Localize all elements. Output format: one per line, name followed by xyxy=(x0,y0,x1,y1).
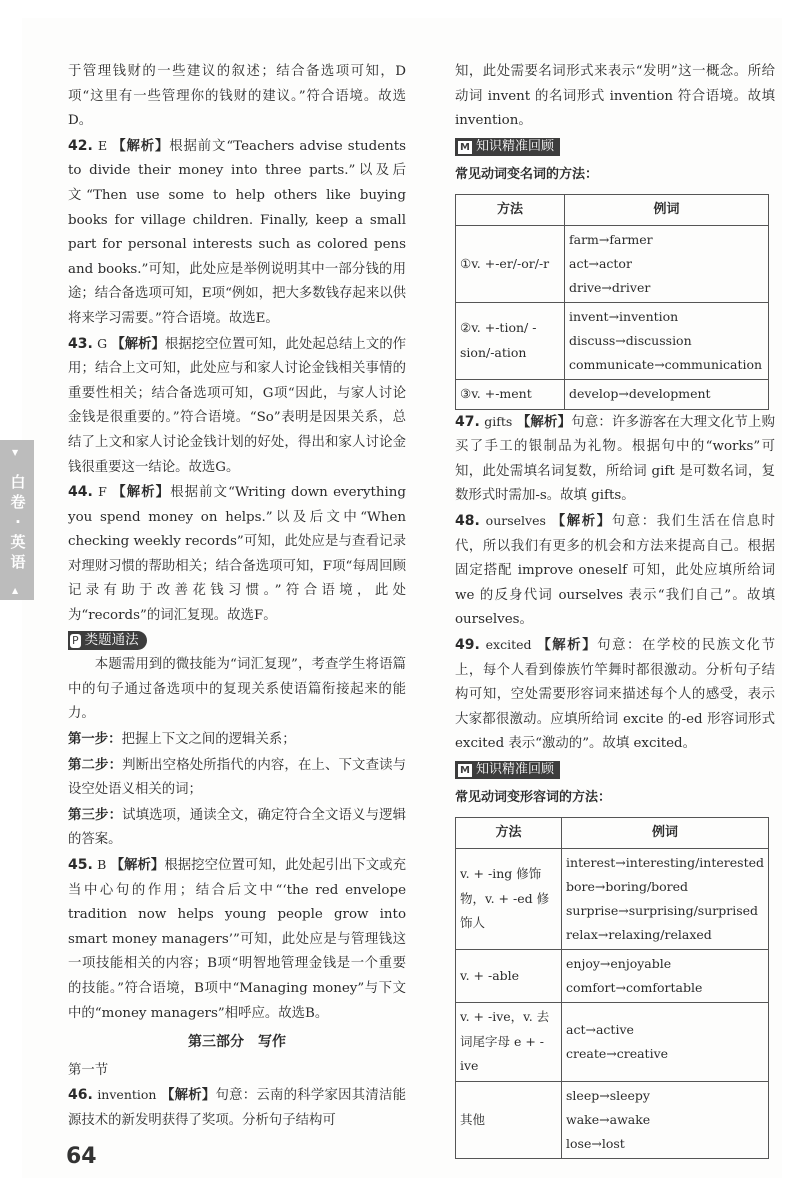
method-badge xyxy=(68,629,406,654)
q42-number: 42. xyxy=(68,137,93,154)
table1-method-cell: ③v. +-ment xyxy=(456,379,565,409)
noun-methods-table xyxy=(455,194,769,410)
q44-number: 44. xyxy=(68,484,93,501)
example-word: surprise→surprising/surprised xyxy=(566,903,759,919)
table-row xyxy=(456,849,769,950)
q44-tag: 【解析】 xyxy=(112,484,171,501)
answer-44 xyxy=(68,480,406,629)
table-row xyxy=(456,1003,769,1082)
example-word: farm→farmer xyxy=(569,231,653,247)
q46-continuation: 知，此处需要名词形式来表示“发明”这一概念。所给动词 invent 的名词形式 invention 符合语境。故填 invention。 xyxy=(455,64,775,129)
right-column xyxy=(455,60,775,1159)
q48-number: 48. xyxy=(455,512,480,529)
table2-method-cell: v. + -able xyxy=(456,950,562,1003)
q45-tag: 【解析】 xyxy=(110,857,165,873)
q45-answer: B xyxy=(97,857,107,872)
q43-answer: G xyxy=(97,335,108,351)
answer-43 xyxy=(68,332,406,481)
side-tab-line2: 英语 xyxy=(10,533,26,571)
table1-examples-cell xyxy=(565,225,769,302)
q48-tag: 【解析】 xyxy=(551,512,612,529)
q42-tag: 【解析】 xyxy=(112,137,170,154)
q42-text: 根据前文“Teachers advise students to divide their money into three parts.”以及后文“Then use some to help others like buying books for village children. Finally, keep a small part for personal interests such as colored pens and books.”可知，此处应是举例说明其中一部分钱的用途；结合备选项可知，E项“例如，把大多数钱存起来以供将来学习需要。”符合语境。故选E。 xyxy=(68,138,407,326)
page-number: 64 xyxy=(66,1144,97,1169)
answer-47 xyxy=(455,410,775,509)
q41-continuation: 于管理钱财的一些建议的叙述；结合备选项可知，D项“这里有一些管理你的钱财的建议。”符合语境。故选D。 xyxy=(68,64,406,129)
tab-arrow-up-icon: ▼ xyxy=(12,448,19,457)
q43-number: 43. xyxy=(68,335,93,352)
table2-header-examples: 例词 xyxy=(562,818,769,849)
q44-text: 根据前文“Writing down everything you spend money on helps.”以及后文中“When checking weekly records”可知，此处应是与查看记录对理财习惯的帮助相关；结合备选项可知，F项“每周回顾记录有助于改善花钱习惯。”符合语境，此处为“records”的词汇复现。故选F。 xyxy=(68,485,406,624)
side-tab-label xyxy=(9,472,27,572)
example-word: bore→boring/bored xyxy=(566,879,689,895)
example-word: act→actor xyxy=(569,255,632,271)
book-icon: M xyxy=(460,764,470,776)
table2-method-cell: 其他 xyxy=(456,1081,562,1158)
q46-answer: invention xyxy=(97,1087,157,1103)
noun-methods-title: 常见动词变名词的方法： xyxy=(455,167,599,183)
step-3-text: 试填选项，通读全文，确定符合全文语义与逻辑的答案。 xyxy=(68,807,407,848)
table2-examples-cell xyxy=(562,1081,769,1158)
example-word: discuss→discussion xyxy=(569,332,692,348)
step-2 xyxy=(68,753,406,803)
table-row xyxy=(456,1081,769,1158)
part3-title: 第三部分 写作 xyxy=(188,1034,286,1051)
adj-methods-title: 常见动词变形容词的方法： xyxy=(455,790,612,806)
table2-examples-cell xyxy=(562,1003,769,1082)
left-column xyxy=(68,60,406,1134)
table2-method-cell: v. + -ive，v. 去词尾字母 e + -ive xyxy=(456,1003,562,1082)
method-badge-label: 类题通法 xyxy=(84,631,139,648)
q46-text: 句意：云南的科学家因其清洁能源技术的新发明获得了奖项。分析句子结构可 xyxy=(68,1088,407,1128)
q46-tag: 【解析】 xyxy=(160,1087,216,1104)
answer-49 xyxy=(455,633,775,757)
side-tab-dot: · xyxy=(15,513,21,531)
table2-method-cell: v. + -ing 修饰物，v. + -ed 修饰人 xyxy=(456,849,562,950)
method-intro: 本题需用到的微技能为“词汇复现”，考查学生将语篇中的句子通过备选项中的复现关系使语篇衔接起来的能力。 xyxy=(68,657,406,722)
q49-number: 49. xyxy=(455,636,480,653)
example-word: relax→relaxing/relaxed xyxy=(566,927,712,943)
table1-header-examples: 例词 xyxy=(565,194,769,225)
section-1-label: 第一节 xyxy=(68,1062,109,1078)
knowledge-review-badge xyxy=(455,138,560,156)
knowledge-review-badge xyxy=(455,761,560,779)
table-row xyxy=(456,225,769,302)
q47-text: 句意：许多游客在大理文化节上购买了手工的银制品为礼物。根据句中的“works”可知，此处需填名词复数，所给词 gift 是可数名词，复数形式时需加-s。故填 gifts。 xyxy=(455,414,776,504)
q46-number: 46. xyxy=(68,1087,93,1104)
example-word: invent→invention xyxy=(569,308,679,324)
book-icon: M xyxy=(460,141,470,153)
answer-48 xyxy=(455,509,775,633)
table1-method-cell: ②v. +-tion/ -sion/-ation xyxy=(456,302,565,379)
table1-examples-cell xyxy=(565,379,769,409)
q47-answer: gifts xyxy=(484,413,513,429)
step-1-text: 把握上下文之间的逻辑关系； xyxy=(121,732,296,748)
answer-46 xyxy=(68,1083,406,1133)
table1-examples-cell xyxy=(565,302,769,379)
q48-answer: ourselves xyxy=(485,512,546,528)
table2-header-method: 方法 xyxy=(456,818,562,849)
side-tab-line1: 白卷 xyxy=(10,473,26,511)
step-3 xyxy=(68,803,406,853)
table-row xyxy=(456,379,769,409)
q48-text: 句意：我们生活在信息时代，所以我们有更多的机会和方法来提高自己。根据固定搭配 improve oneself 可知，此处应填所给词 we 的反身代词 ourselves 表示“我们自己”。故填 ourselves。 xyxy=(455,513,775,628)
table1-header-method: 方法 xyxy=(456,194,565,225)
step-3-label: 第三步： xyxy=(68,806,123,823)
step-1-label: 第一步： xyxy=(68,731,122,748)
table1-method-cell: ①v. +-er/-or/-r xyxy=(456,225,565,302)
example-word: interest→interesting/interested xyxy=(566,855,764,871)
adj-methods-table xyxy=(455,817,769,1159)
table2-examples-cell xyxy=(562,950,769,1003)
example-word: develop→development xyxy=(569,386,711,402)
answer-45 xyxy=(68,853,406,1026)
step-2-label: 第二步： xyxy=(68,756,123,773)
example-word: act→active xyxy=(566,1021,634,1037)
table2-examples-cell xyxy=(562,849,769,950)
q45-number: 45. xyxy=(68,857,93,873)
example-word: comfort→comfortable xyxy=(566,980,703,996)
example-word: communicate→communication xyxy=(569,356,763,372)
tab-arrow-down-icon: ▲ xyxy=(12,586,19,595)
q44-answer: F xyxy=(98,484,107,500)
key-icon: P xyxy=(72,633,79,647)
example-word: create→creative xyxy=(566,1045,669,1061)
q47-tag: 【解析】 xyxy=(516,413,572,430)
answer-42 xyxy=(68,134,406,332)
knowledge-review-label-2: 知识精准回顾 xyxy=(475,761,554,777)
knowledge-review-label-1: 知识精准回顾 xyxy=(475,138,554,154)
q49-answer: excited xyxy=(485,636,532,652)
q43-text: 根据挖空位置可知，此处起总结上文的作用；结合上文可知，此处应与和家人讨论金钱相关事情的重要性相关；结合备选项可知，G项“因此，与家人讨论金钱是很重要的。”符合语境。“So”表明是因果关系，总结了上文和家人讨论金钱计划的好处，得出和家人讨论金钱很重要这一结论。故选G。 xyxy=(68,336,406,475)
step-1 xyxy=(68,727,406,753)
q42-answer: E xyxy=(97,137,108,153)
table-row xyxy=(456,950,769,1003)
q43-tag: 【解析】 xyxy=(111,335,165,352)
example-word: sleep→sleepy xyxy=(566,1087,650,1103)
example-word: drive→driver xyxy=(569,279,651,295)
q45-text: 根据挖空位置可知，此处起引出下文或充当中心句的作用；结合后文中“‘the red envelope tradition now helps young people grow into smart money managers’”可知，此处应是与管理钱这一项技能相关的内容；B项“明智地管理金钱是一个重要的技能。”符合语境，B项中“Managing money”与下文中的“money managers”相呼应。故选B。 xyxy=(68,858,406,1021)
example-word: wake→awake xyxy=(566,1111,651,1127)
example-word: lose→lost xyxy=(566,1135,625,1151)
q49-tag: 【解析】 xyxy=(537,636,598,653)
q47-number: 47. xyxy=(455,413,480,430)
q49-text: 句意：在学校的民族文化节上，每个人看到傣族竹竿舞时都很激动。分析句子结构可知，空处需要形容词来描述每个人的感受，表示大家都很激动。应填所给词 excite 的-ed 形容词形式 excited 表示“激动的”。故填 excited。 xyxy=(455,637,776,752)
table-row xyxy=(456,302,769,379)
example-word: enjoy→enjoyable xyxy=(566,956,672,972)
step-2-text: 判断出空格处所指代的内容，在上、下文查读与设空处语义相关的词； xyxy=(68,757,407,798)
